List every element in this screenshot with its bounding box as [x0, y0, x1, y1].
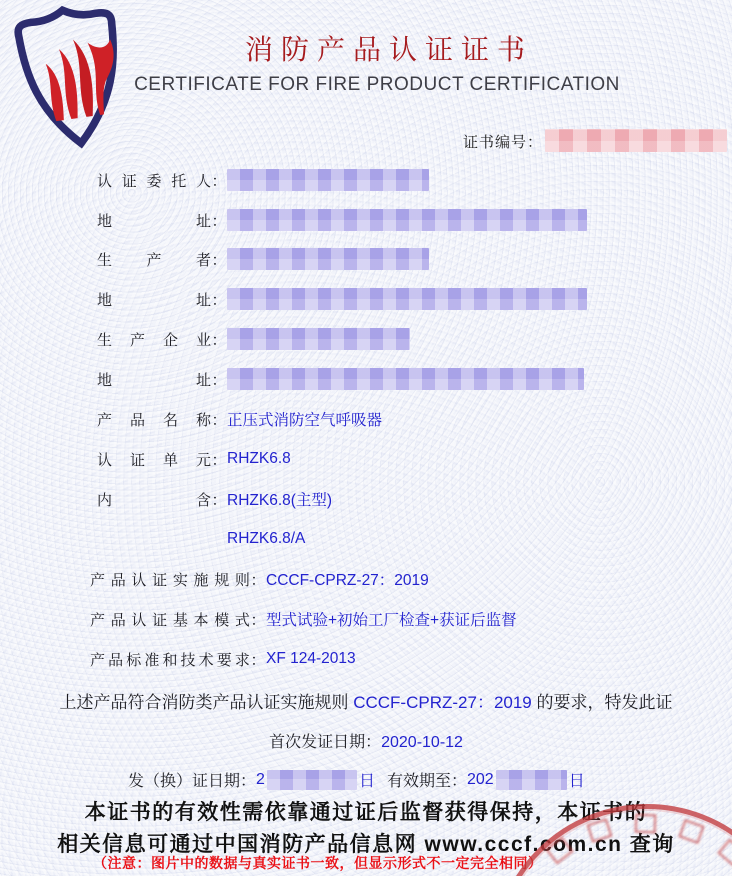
- field-row-cert-mode: 产 品 认 证 基 本 模 式 ： 型式试验+初始工厂检查+获证后监督: [0, 607, 732, 631]
- field-value: 型式试验+初始工厂检查+获证后监督: [266, 612, 517, 629]
- field-value: RHZK6.8/A: [227, 530, 306, 547]
- cert-number-redaction: [545, 129, 727, 152]
- footer-note-red: （注意：图片中的数据与真实证书一致，但显示形式不一定完全相同）: [93, 855, 543, 871]
- field-label: 认 证 单 元: [97, 451, 211, 469]
- redaction-block: [227, 288, 587, 310]
- certificate-title: 消防产品认证证书: [244, 34, 533, 65]
- field-row-includes: 内 含 ： RHZK6.8(主型): [0, 487, 732, 511]
- field-label: 生 产 者: [97, 251, 211, 269]
- field-row-product-name: 产 品 名 称 ： 正压式消防空气呼吸器: [0, 407, 732, 431]
- field-row-manufacturer: 生 产 企 业 ：: [0, 327, 732, 351]
- field-value: CCCF-CPRZ-27：2019: [266, 572, 429, 589]
- redaction-block: [227, 368, 584, 390]
- seal-glyph-blob: [678, 819, 704, 844]
- field-row-address-3: 地 址 ：: [0, 367, 732, 391]
- field-label: 生 产 企 业: [97, 331, 211, 349]
- field-label: 地 址: [97, 212, 211, 230]
- field-row-cert-unit: 认 证 单 元 ： RHZK6.8: [97, 450, 291, 469]
- redaction-block: [227, 169, 429, 191]
- field-row-producer: 生 产 者 ：: [0, 247, 732, 271]
- field-label: 地 址: [97, 291, 211, 309]
- field-row-standard: 产 品 标 准 和 技 术 要 求 ： XF 124-2013: [90, 650, 356, 669]
- seal-glyph-blob: [717, 838, 732, 866]
- conformity-statement: 上述产品符合消防类产品认证实施规则 CCCF-CPRZ-27：2019 的要求，特发此证: [59, 693, 673, 712]
- field-label: 产 品 名 称: [97, 411, 211, 429]
- issue-validity-row: 发（换）证日期 ： 2 日 有效期至 ： 202 日: [128, 770, 585, 790]
- footer-query-text: 相关信息可通过中国消防产品信息网 www.cccf.com.cn 查询: [57, 833, 675, 856]
- certificate-subtitle-en: CERTIFICATE FOR FIRE PRODUCT CERTIFICATION: [134, 74, 620, 95]
- statement-rule-code: CCCF-CPRZ-27：2019: [353, 693, 532, 712]
- field-value: RHZK6.8(主型): [227, 492, 333, 509]
- field-row-address-2: 地 址 ：: [0, 287, 732, 311]
- field-label: 内 含: [97, 491, 211, 509]
- footer-validity-text: 本证书的有效性需依靠通过证后监督获得保持，本证书的: [84, 801, 648, 824]
- field-value: 正压式消防空气呼吸器: [227, 412, 383, 429]
- seal-glyph-blob: [635, 814, 657, 834]
- field-row-address-1: 地 址 ：: [0, 208, 732, 232]
- field-row-applicant: 认 证 委 托 人 ：: [0, 168, 732, 192]
- redaction-block: [227, 209, 587, 231]
- field-label: 认 证 委 托 人: [97, 172, 211, 190]
- seal-glyph-blob: [587, 818, 613, 843]
- field-value: RHZK6.8: [227, 450, 291, 467]
- field-label: 产 品 认 证 基 本 模 式: [90, 611, 250, 629]
- redaction-block: [227, 248, 429, 270]
- field-row-cert-rule: 产 品 认 证 实 施 规 则 ： CCCF-CPRZ-27：2019: [0, 567, 732, 591]
- field-row-includes-2: [0, 527, 732, 551]
- seal-glyph-blob: [545, 837, 573, 865]
- expiry-date-redaction: [496, 770, 567, 790]
- redaction-block: [227, 328, 410, 350]
- field-value: XF 124-2013: [266, 650, 356, 667]
- first-issue-date: 首次发证日期：2020-10-12: [269, 734, 463, 751]
- field-label: 产 品 标 准 和 技 术 要 求: [90, 651, 250, 669]
- issue-date-redaction: [267, 770, 357, 790]
- cert-number-label: 证书编号：: [463, 134, 544, 151]
- first-issue-date-value: 2020-10-12: [381, 734, 463, 751]
- field-label: 产 品 认 证 实 施 规 则: [90, 571, 250, 589]
- field-label: 地 址: [97, 371, 211, 389]
